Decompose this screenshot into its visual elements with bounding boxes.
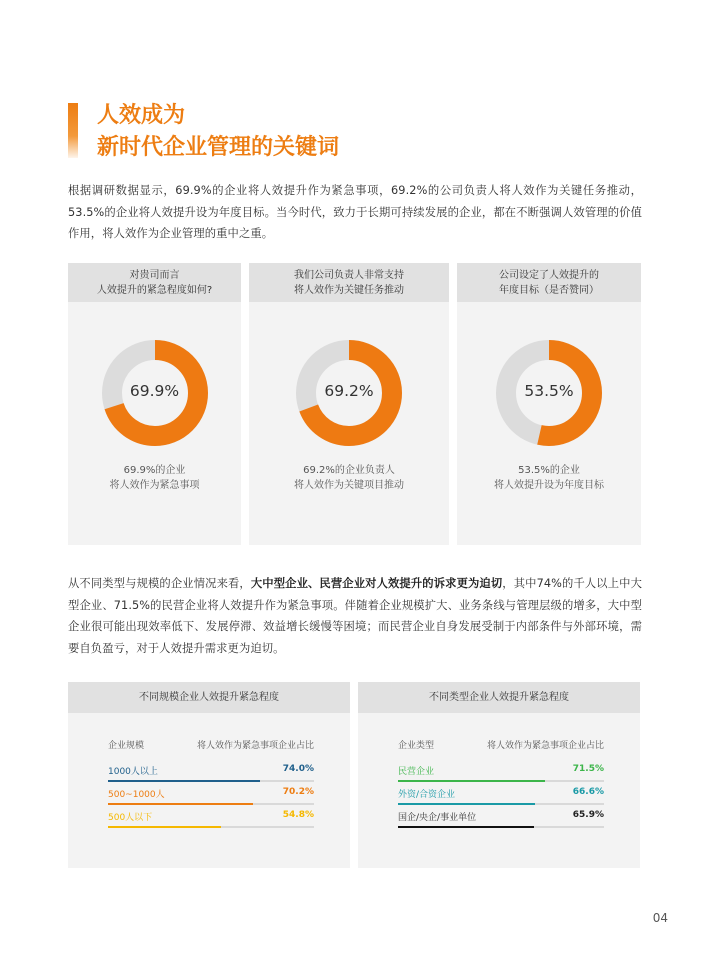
row-bar-track bbox=[108, 803, 314, 805]
donut-chart bbox=[493, 337, 605, 449]
row-label: 1000人以上 bbox=[108, 767, 158, 777]
caption-line-2: 将人效作为关键项目推动 bbox=[294, 480, 404, 491]
caption-line-1: 69.2%的企业负责人 bbox=[303, 465, 395, 476]
row-bar-track bbox=[108, 826, 314, 828]
row-bar-fill bbox=[398, 826, 534, 828]
donut-panel-header bbox=[68, 263, 241, 302]
title-line-2: 新时代企业管理的关键词 bbox=[97, 135, 340, 160]
caption-line-2: 将人效提升设为年度目标 bbox=[494, 480, 604, 491]
donut-chart bbox=[293, 337, 405, 449]
title-accent-bar bbox=[68, 103, 78, 158]
row-value: 70.2% bbox=[282, 787, 314, 797]
table-row bbox=[108, 787, 314, 805]
analysis-text-post: ，其中74%的千人以上中大型企业、71.5%的民营企业将人效提升作为紧急事项。伴随着企业规模扩大、业务条线与管理层级的增多，大中型企业很可能出现效率低下、发展停滞、效益增长缓慢等困境；而民营企业自身发展受制于内部条件与外部环境，需要自负盈亏，对于人效提升需求更为迫切。 bbox=[68, 577, 642, 655]
table-title: 不同规模企业人效提升紧急程度 bbox=[68, 682, 350, 713]
caption-line-1: 53.5%的企业 bbox=[518, 465, 580, 476]
row-value: 66.6% bbox=[572, 787, 604, 797]
column-header-category: 企业规模 bbox=[108, 741, 145, 751]
donut-caption bbox=[249, 463, 449, 493]
question-line-1: 我们公司负责人非常支持 bbox=[294, 269, 404, 281]
row-label: 500~1000人 bbox=[108, 790, 165, 800]
page-number: 04 bbox=[652, 911, 668, 925]
donut-value: 69.2% bbox=[324, 382, 374, 400]
page-title bbox=[97, 100, 339, 164]
row-bar-fill bbox=[108, 826, 221, 828]
question-line-2: 年度目标（是否赞同） bbox=[499, 284, 599, 296]
column-header-share: 将人效作为紧急事项企业占比 bbox=[196, 741, 314, 751]
analysis-text-bold: 大中型企业、民营企业对人效提升的诉求更为迫切 bbox=[250, 577, 503, 590]
donut-value: 53.5% bbox=[524, 382, 574, 400]
table-row bbox=[398, 787, 604, 805]
title-line-1: 人效成为 bbox=[97, 103, 186, 128]
row-label: 民营企业 bbox=[398, 767, 435, 777]
row-label: 外资/合资企业 bbox=[398, 790, 456, 800]
caption-line-2: 将人效作为紧急事项 bbox=[109, 480, 200, 491]
row-bar-fill bbox=[398, 780, 545, 782]
type-urgency-table bbox=[358, 682, 640, 868]
donut-panel-3 bbox=[457, 263, 641, 545]
question-line-2: 将人效作为关键任务推动 bbox=[294, 284, 404, 296]
row-bar-track bbox=[398, 780, 604, 782]
table-row bbox=[398, 810, 604, 828]
analysis-text-pre: 从不同类型与规模的企业情况来看， bbox=[68, 577, 251, 590]
question-line-1: 公司设定了人效提升的 bbox=[499, 269, 599, 281]
row-bar-fill bbox=[398, 803, 535, 805]
row-value: 71.5% bbox=[572, 764, 604, 774]
donut-caption bbox=[457, 463, 641, 493]
size-urgency-table bbox=[68, 682, 350, 868]
row-bar-fill bbox=[108, 803, 253, 805]
row-value: 54.8% bbox=[282, 810, 314, 820]
row-bar-track bbox=[398, 826, 604, 828]
row-bar-track bbox=[108, 780, 314, 782]
table-row bbox=[398, 764, 604, 782]
row-label: 国企/央企/事业单位 bbox=[398, 813, 477, 823]
donut-value: 69.9% bbox=[129, 382, 180, 400]
donut-panel-header bbox=[457, 263, 641, 302]
row-value: 65.9% bbox=[572, 810, 604, 820]
donut-caption bbox=[68, 463, 241, 493]
table-row bbox=[108, 764, 314, 782]
intro-paragraph: 根据调研数据显示，69.9%的企业将人效提升作为紧急事项，69.2%的公司负责人将人效作为关键任务推动，53.5%的企业将人效提升设为年度目标。当今时代，致力于长期可持续发展的企业，都在不断强调人效管理的价值作用，将人效作为企业管理的重中之重。 bbox=[68, 184, 642, 240]
donut-chart bbox=[99, 337, 211, 449]
analysis-paragraph bbox=[68, 573, 642, 659]
row-bar-fill bbox=[108, 780, 260, 782]
donut-panel-2 bbox=[249, 263, 449, 545]
table-title: 不同类型企业人效提升紧急程度 bbox=[358, 682, 640, 713]
row-label: 500人以下 bbox=[108, 813, 153, 823]
column-header-category: 企业类型 bbox=[398, 741, 435, 751]
column-header-share: 将人效作为紧急事项企业占比 bbox=[486, 741, 604, 751]
donut-panel-header bbox=[249, 263, 449, 302]
question-line-2: 人效提升的紧急程度如何? bbox=[96, 284, 213, 296]
table-row bbox=[108, 810, 314, 828]
row-bar-track bbox=[398, 803, 604, 805]
row-value: 74.0% bbox=[282, 764, 314, 774]
question-line-1: 对贵司而言 bbox=[129, 269, 180, 281]
donut-panel-1 bbox=[68, 263, 241, 545]
caption-line-1: 69.9%的企业 bbox=[123, 465, 186, 476]
